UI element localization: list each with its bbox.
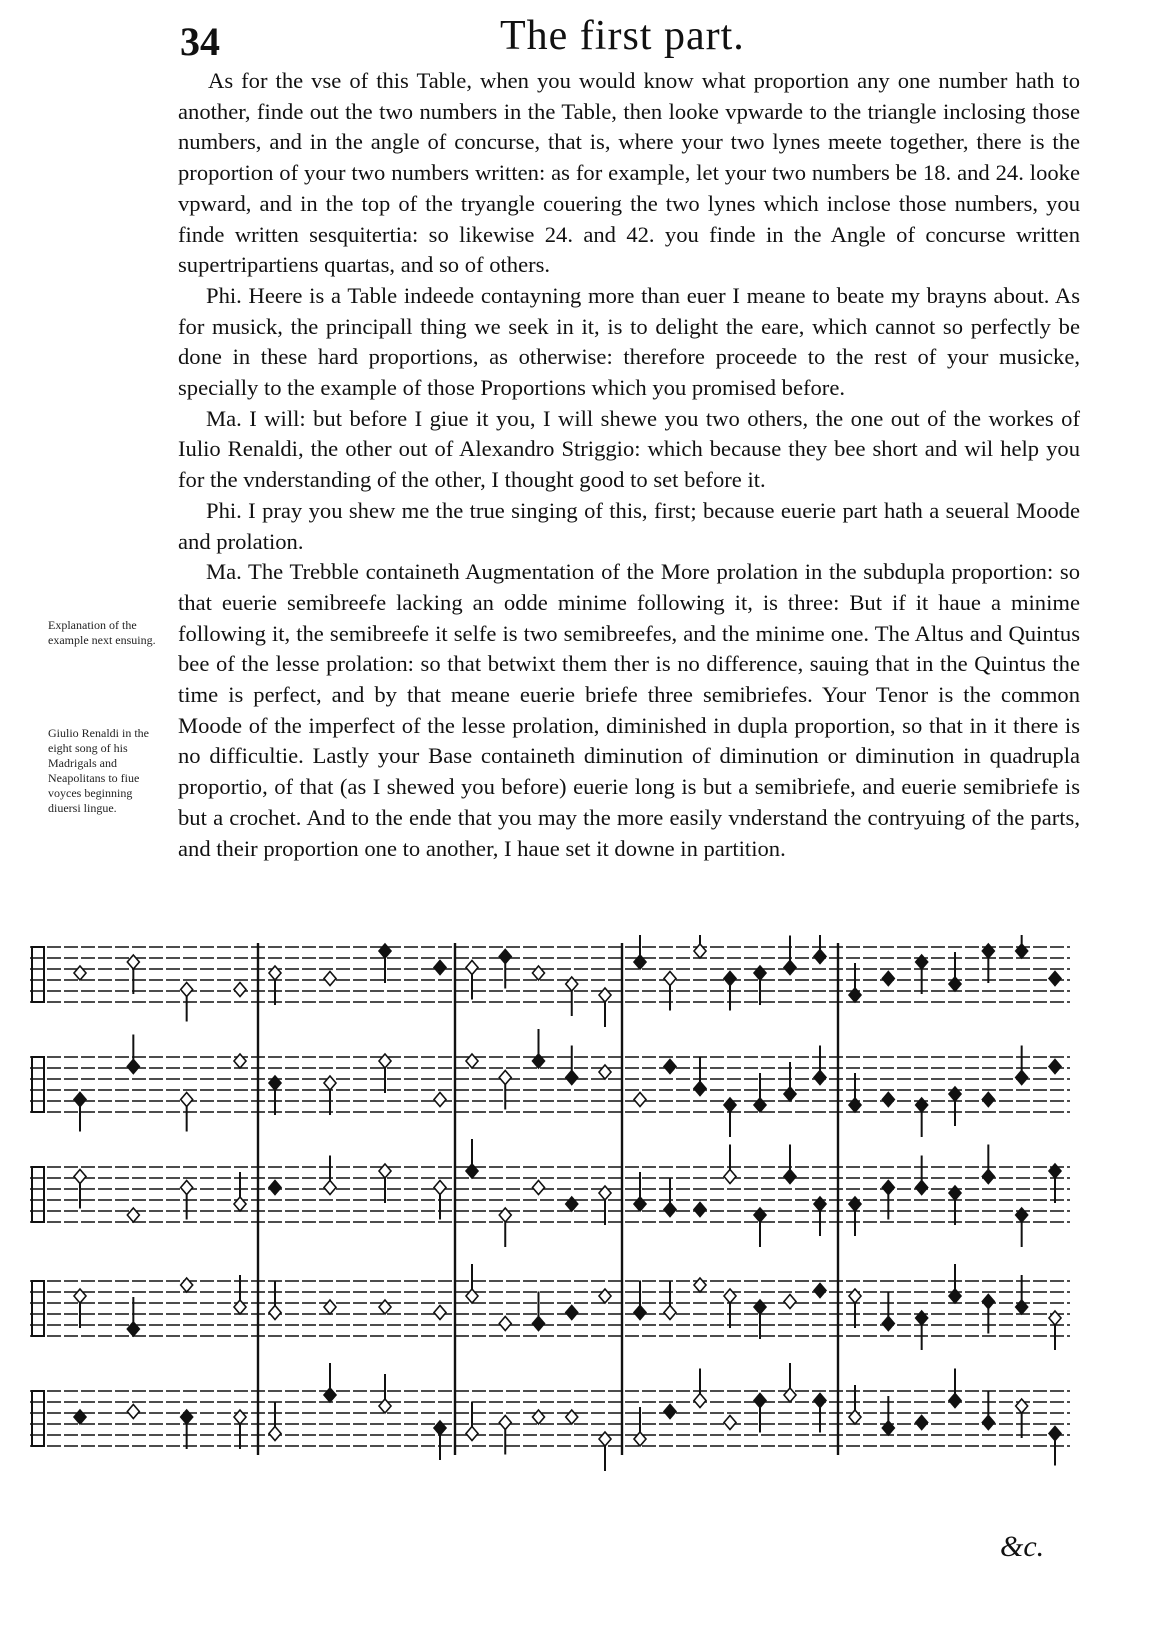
minim-note: [1016, 1071, 1028, 1085]
minim-note: [1049, 972, 1061, 986]
semibreve-note: [466, 961, 478, 975]
minim-note: [634, 1197, 646, 1211]
semibreve-note: [724, 1416, 736, 1430]
minim-note: [664, 1203, 676, 1217]
minim-note: [916, 1416, 928, 1430]
semibreve-note: [499, 1416, 511, 1430]
semibreve-note: [784, 1388, 796, 1402]
minim-note: [694, 1203, 706, 1217]
paragraph-phi-2: Phi. I pray you shew me the true singing of this, first; because euerie part hath a seueral Moode and prolation.: [178, 497, 1080, 554]
clef-mark: [32, 947, 44, 1002]
clef-mark: [32, 1167, 44, 1222]
semibreve-note: [499, 1071, 511, 1085]
semibreve-note: [849, 1410, 861, 1424]
semibreve-note: [599, 1065, 611, 1079]
minim-note: [634, 1306, 646, 1320]
semibreve-note: [694, 1394, 706, 1408]
minim-note: [814, 1284, 826, 1298]
minim-note: [664, 1060, 676, 1074]
semibreve-note: [724, 1170, 736, 1184]
minim-note: [882, 1181, 894, 1195]
minim-note: [982, 944, 994, 958]
minim-note: [882, 972, 894, 986]
minim-note: [566, 1197, 578, 1211]
semibreve-note: [324, 1181, 336, 1195]
semibreve-note: [74, 1170, 86, 1184]
minim-note: [1016, 1208, 1028, 1222]
minim-note: [754, 1300, 766, 1314]
minim-note: [916, 955, 928, 969]
page-number: 34: [180, 19, 220, 64]
body-text: [178, 66, 1080, 864]
semibreve-note: [234, 983, 246, 997]
minim-note: [784, 961, 796, 975]
running-head: The first part.: [500, 13, 745, 59]
semibreve-note: [269, 1306, 281, 1320]
semibreve-note: [466, 1427, 478, 1441]
semibreve-note: [784, 1295, 796, 1309]
minim-note: [694, 1082, 706, 1096]
semibreve-note: [599, 1432, 611, 1446]
minim-note: [724, 1098, 736, 1112]
minim-note: [849, 1098, 861, 1112]
semibreve-note: [634, 1093, 646, 1107]
minim-note: [324, 1388, 336, 1402]
minim-note: [127, 1322, 139, 1336]
semibreve-note: [566, 1410, 578, 1424]
semibreve-note: [849, 1289, 861, 1303]
semibreve-note: [234, 1054, 246, 1068]
semibreve-note: [324, 1300, 336, 1314]
semibreve-note: [599, 988, 611, 1002]
semibreve-note: [499, 1208, 511, 1222]
clef-mark: [32, 1391, 44, 1446]
minim-note: [566, 1306, 578, 1320]
minim-note: [949, 1087, 961, 1101]
semibreve-note: [533, 1181, 545, 1195]
semibreve-note: [466, 1054, 478, 1068]
minim-note: [916, 1311, 928, 1325]
semibreve-note: [74, 966, 86, 980]
minim-note: [982, 1295, 994, 1309]
minim-note: [949, 1186, 961, 1200]
semibreve-note: [599, 1186, 611, 1200]
marginal-note-explanation: Explanation of the example next ensuing.: [48, 618, 156, 647]
minim-note: [849, 988, 861, 1002]
semibreve-note: [324, 1076, 336, 1090]
semibreve-note: [234, 1300, 246, 1314]
semibreve-note: [269, 966, 281, 980]
minim-note: [949, 1394, 961, 1408]
minim-note: [754, 966, 766, 980]
minim-note: [784, 1087, 796, 1101]
semibreve-note: [694, 944, 706, 958]
paragraph-phi-1: Phi. Heere is a Table indeede contayning more than euer I meane to beate my brayns about. As for musick, the principall thing we seek in it, is to delight the eare, which cannot so perfectly be done in these hard proportions, as otherwise: therefore proceede to the rest of your musicke, specially to the example of those Proportions which you promised before.: [178, 282, 1080, 401]
semibreve-note: [1016, 1399, 1028, 1413]
minim-note: [949, 1289, 961, 1303]
semibreve-note: [724, 1289, 736, 1303]
minim-note: [1016, 944, 1028, 958]
semibreve-note: [181, 1278, 193, 1292]
minim-note: [916, 1098, 928, 1112]
semibreve-note: [434, 1181, 446, 1195]
clef-mark: [32, 1057, 44, 1112]
paragraph-table-use: As for the vse of this Table, when you would know what proportion any one number hath to another, finde out the two numbers in the Table, then looke vpwarde to the triangle inclosing those numbers, and in the angle of concurse, that is, where your two lynes meete together, there is the proportion of your two numbers written: as for example, let your two numbers be 18. and 24. looke vpward, and in the top of the tryangle couering the two lynes which inclose those numbers, you finde written sesquitertia: so likewise 24. and 42. you finde in the Angle of concurse written supertripartiens quartas, and so of others.: [178, 68, 1080, 278]
semibreve-note: [694, 1278, 706, 1292]
semibreve-note: [434, 1093, 446, 1107]
minim-note: [754, 1098, 766, 1112]
minim-note: [74, 1410, 86, 1424]
semibreve-note: [566, 977, 578, 991]
minim-note: [434, 961, 446, 975]
semibreve-note: [379, 1164, 391, 1178]
semibreve-note: [181, 1093, 193, 1107]
minim-note: [566, 1071, 578, 1085]
minim-note: [949, 977, 961, 991]
musical-score: [30, 935, 1080, 1510]
semibreve-note: [664, 1306, 676, 1320]
minim-note: [784, 1170, 796, 1184]
minim-note: [982, 1170, 994, 1184]
semibreve-note: [234, 1197, 246, 1211]
minim-note: [882, 1421, 894, 1435]
semibreve-note: [466, 1289, 478, 1303]
minim-note: [754, 1394, 766, 1408]
semibreve-note: [1049, 1311, 1061, 1325]
etc-mark: &c.: [1000, 1530, 1045, 1563]
semibreve-note: [634, 1432, 646, 1446]
minim-note: [269, 1076, 281, 1090]
minim-note: [814, 1071, 826, 1085]
minim-note: [74, 1093, 86, 1107]
minim-note: [814, 1394, 826, 1408]
minim-note: [533, 1054, 545, 1068]
minim-note: [499, 950, 511, 964]
minim-note: [882, 1093, 894, 1107]
minim-note: [814, 950, 826, 964]
minim-note: [379, 944, 391, 958]
minim-note: [1049, 1427, 1061, 1441]
minim-note: [849, 1197, 861, 1211]
semibreve-note: [499, 1317, 511, 1331]
semibreve-note: [379, 1399, 391, 1413]
paragraph-ma-2: Ma. The Trebble containeth Augmentation of the More prolation in the subdupla proportion: so that euerie semibreefe lacking an odde minime following it, is three: But if it haue a minime following it, the semibreefe it selfe is two semibreefes, and the minime one. The Altus and Quintus bee of the lesse prolation: so that betwixt them ther is no difference, sauing that in the Quintus the time is perfect, and by that meane euerie briefe three semibriefes. Your Tenor is the common Moode of the imperfect of the lesse prolation, diminished in dupla proportion, so that in it there is no difficultie. Lastly your Base containeth diminution of diminution or diminution in quadrupla proportio, of that (as I shewed you before) euerie long is but a semibriefe, and euerie semibriefe is but a crochet. And to the ende that you may the more easily vnderstand the contryuing of the parts, and their proportion one to another, I haue set it downe in partition.: [178, 559, 1080, 861]
minim-note: [664, 1405, 676, 1419]
minim-note: [634, 955, 646, 969]
semibreve-note: [181, 983, 193, 997]
minim-note: [982, 1093, 994, 1107]
minim-note: [882, 1317, 894, 1331]
minim-note: [916, 1181, 928, 1195]
semibreve-note: [434, 1306, 446, 1320]
semibreve-note: [533, 1410, 545, 1424]
minim-note: [269, 1181, 281, 1195]
clef-mark: [32, 1281, 44, 1336]
marginal-note-giulio-renaldi: Giulio Renaldi in the eight song of his Madrigals and Neapolitans to fiue voyces beginning diuersi lingue.: [48, 726, 149, 815]
minim-note: [1016, 1300, 1028, 1314]
semibreve-note: [379, 1300, 391, 1314]
semibreve-note: [269, 1427, 281, 1441]
semibreve-note: [181, 1181, 193, 1195]
semibreve-note: [599, 1289, 611, 1303]
minim-note: [434, 1421, 446, 1435]
minim-note: [466, 1164, 478, 1178]
minim-note: [181, 1410, 193, 1424]
minim-note: [982, 1416, 994, 1430]
minim-note: [724, 972, 736, 986]
minim-note: [814, 1197, 826, 1211]
semibreve-note: [379, 1054, 391, 1068]
semibreve-note: [664, 972, 676, 986]
semibreve-note: [127, 1405, 139, 1419]
semibreve-note: [127, 955, 139, 969]
semibreve-note: [127, 1208, 139, 1222]
minim-note: [1049, 1060, 1061, 1074]
minim-note: [127, 1060, 139, 1074]
semibreve-note: [324, 972, 336, 986]
minim-note: [533, 1317, 545, 1331]
semibreve-note: [74, 1289, 86, 1303]
minim-note: [754, 1208, 766, 1222]
semibreve-note: [234, 1410, 246, 1424]
semibreve-note: [533, 966, 545, 980]
paragraph-ma-1: Ma. I will: but before I giue it you, I will shewe you two others, the one out of the workes of Iulio Renaldi, the other out of Alexandro Striggio: which because they bee short and wil help you for the vnderstanding of the other, I thought good to set before it.: [178, 405, 1080, 493]
minim-note: [1049, 1164, 1061, 1178]
